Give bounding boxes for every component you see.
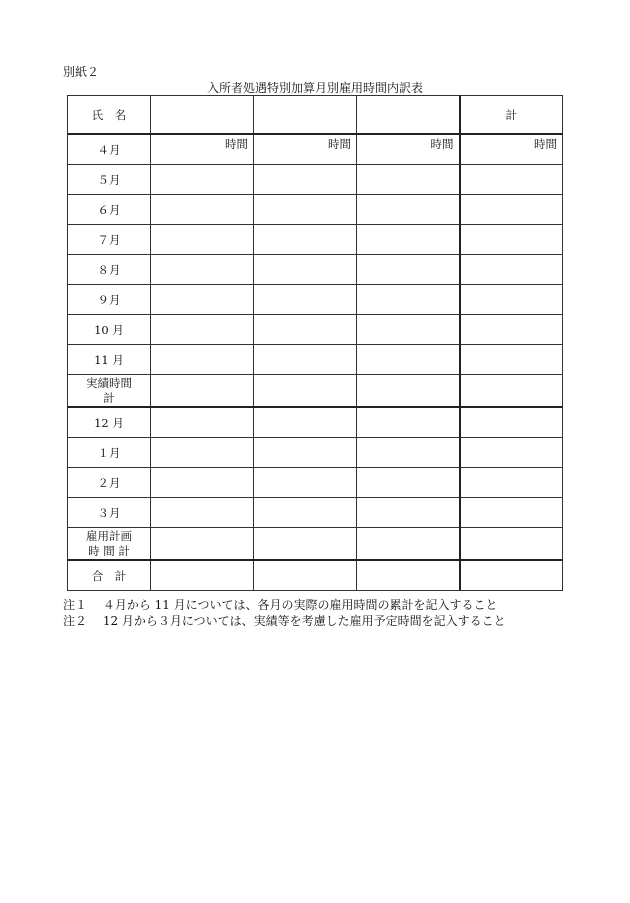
hours-cell[interactable] (357, 315, 460, 345)
table-row (68, 407, 563, 438)
table-row (68, 195, 563, 225)
hours-cell[interactable] (254, 375, 357, 408)
hours-cell[interactable] (151, 345, 254, 375)
table-row (68, 375, 563, 408)
hours-cell[interactable] (254, 438, 357, 468)
row-label-june: ６月 (68, 195, 151, 225)
total-hours-cell[interactable] (460, 315, 563, 345)
hours-cell[interactable] (357, 255, 460, 285)
total-hours-cell[interactable] (460, 407, 563, 438)
table-row (68, 315, 563, 345)
name-label: 氏 名 (68, 96, 151, 135)
row-label-line: 雇用計画 (86, 528, 132, 543)
row-label-grand-total: 合 計 (68, 560, 151, 591)
notes (63, 597, 506, 629)
row-label-line: 時 間 計 (88, 543, 130, 558)
hours-cell[interactable] (151, 165, 254, 195)
name-cell[interactable] (151, 96, 254, 135)
table-row (68, 498, 563, 528)
total-hours-cell[interactable] (460, 498, 563, 528)
table-row (68, 528, 563, 561)
row-label-april: ４月 (68, 134, 151, 165)
hours-cell[interactable] (357, 498, 460, 528)
total-column-header: 計 (460, 96, 563, 135)
hours-cell[interactable] (254, 528, 357, 561)
table-row (68, 165, 563, 195)
total-hours-cell[interactable] (460, 134, 563, 165)
row-label-planned-total (68, 528, 151, 561)
hours-cell[interactable] (254, 498, 357, 528)
hours-cell[interactable] (151, 134, 254, 165)
table-row (68, 134, 563, 165)
hours-cell[interactable] (151, 438, 254, 468)
unit-label: 時間 (430, 137, 454, 151)
hours-cell[interactable] (357, 560, 460, 591)
total-hours-cell[interactable] (460, 165, 563, 195)
total-hours-cell[interactable] (460, 225, 563, 255)
hours-cell[interactable] (357, 195, 460, 225)
hours-cell[interactable] (151, 375, 254, 408)
total-hours-cell[interactable] (460, 285, 563, 315)
row-label-january: １月 (68, 438, 151, 468)
total-hours-cell[interactable] (460, 560, 563, 591)
row-label-actual-total (68, 375, 151, 408)
row-label-august: ８月 (68, 255, 151, 285)
hours-cell[interactable] (151, 255, 254, 285)
unit-label: 時間 (225, 137, 248, 151)
hours-cell[interactable] (254, 225, 357, 255)
document-title: 入所者処遇特別加算月別雇用時間内訳表 (206, 81, 423, 95)
hours-cell[interactable] (151, 225, 254, 255)
row-label-july: ７月 (68, 225, 151, 255)
hours-cell[interactable] (151, 498, 254, 528)
total-hours-cell[interactable] (460, 528, 563, 561)
table-row (68, 255, 563, 285)
name-cell[interactable] (254, 96, 357, 135)
table-row (68, 225, 563, 255)
hours-cell[interactable] (357, 225, 460, 255)
hours-cell[interactable] (357, 285, 460, 315)
row-label-may: ５月 (68, 165, 151, 195)
hours-cell[interactable] (357, 438, 460, 468)
hours-cell[interactable] (254, 560, 357, 591)
total-hours-cell[interactable] (460, 438, 563, 468)
table-row (68, 438, 563, 468)
row-label-october: 10 月 (68, 315, 151, 345)
name-row (68, 96, 563, 135)
table-row (68, 560, 563, 591)
total-hours-cell[interactable] (460, 255, 563, 285)
total-hours-cell[interactable] (460, 375, 563, 408)
total-hours-cell[interactable] (460, 468, 563, 498)
hours-cell[interactable] (151, 315, 254, 345)
note-2: 注２ 12 月から３月については、実績等を考慮した雇用予定時間を記入すること (63, 614, 506, 628)
hours-cell[interactable] (357, 528, 460, 561)
hours-cell[interactable] (357, 407, 460, 438)
row-label-november: 11 月 (68, 345, 151, 375)
hours-cell[interactable] (254, 285, 357, 315)
table-row (68, 468, 563, 498)
hours-cell[interactable] (254, 315, 357, 345)
table-row (68, 345, 563, 375)
hours-cell[interactable] (151, 285, 254, 315)
hours-cell[interactable] (254, 165, 357, 195)
row-label-line: 計 (103, 390, 115, 405)
hours-cell[interactable] (357, 165, 460, 195)
hours-cell[interactable] (254, 195, 357, 225)
hours-cell[interactable] (357, 134, 460, 165)
hours-cell[interactable] (254, 407, 357, 438)
row-label-september: ９月 (68, 285, 151, 315)
hours-cell[interactable] (151, 195, 254, 225)
total-hours-cell[interactable] (460, 345, 563, 375)
hours-cell[interactable] (357, 375, 460, 408)
unit-label: 時間 (328, 137, 351, 151)
hours-cell[interactable] (357, 345, 460, 375)
attachment-label: 別紙２ (63, 65, 100, 79)
hours-cell[interactable] (254, 134, 357, 165)
note-1: 注１ ４月から 11 月については、各月の実際の雇用時間の累計を記入すること (63, 598, 498, 612)
row-label-december: 12 月 (68, 407, 151, 438)
row-label-line: 実績時間 (86, 375, 132, 390)
hours-cell[interactable] (254, 255, 357, 285)
row-label-march: ３月 (68, 498, 151, 528)
hours-cell[interactable] (151, 468, 254, 498)
hours-cell[interactable] (151, 528, 254, 561)
hours-cell[interactable] (254, 345, 357, 375)
hours-cell[interactable] (151, 560, 254, 591)
hours-cell[interactable] (151, 407, 254, 438)
row-label-february: ２月 (68, 468, 151, 498)
hours-cell[interactable] (357, 468, 460, 498)
unit-label: 時間 (534, 137, 557, 151)
hours-breakdown-table (67, 95, 563, 591)
total-hours-cell[interactable] (460, 195, 563, 225)
table-row (68, 285, 563, 315)
name-cell[interactable] (357, 96, 460, 135)
hours-cell[interactable] (254, 468, 357, 498)
